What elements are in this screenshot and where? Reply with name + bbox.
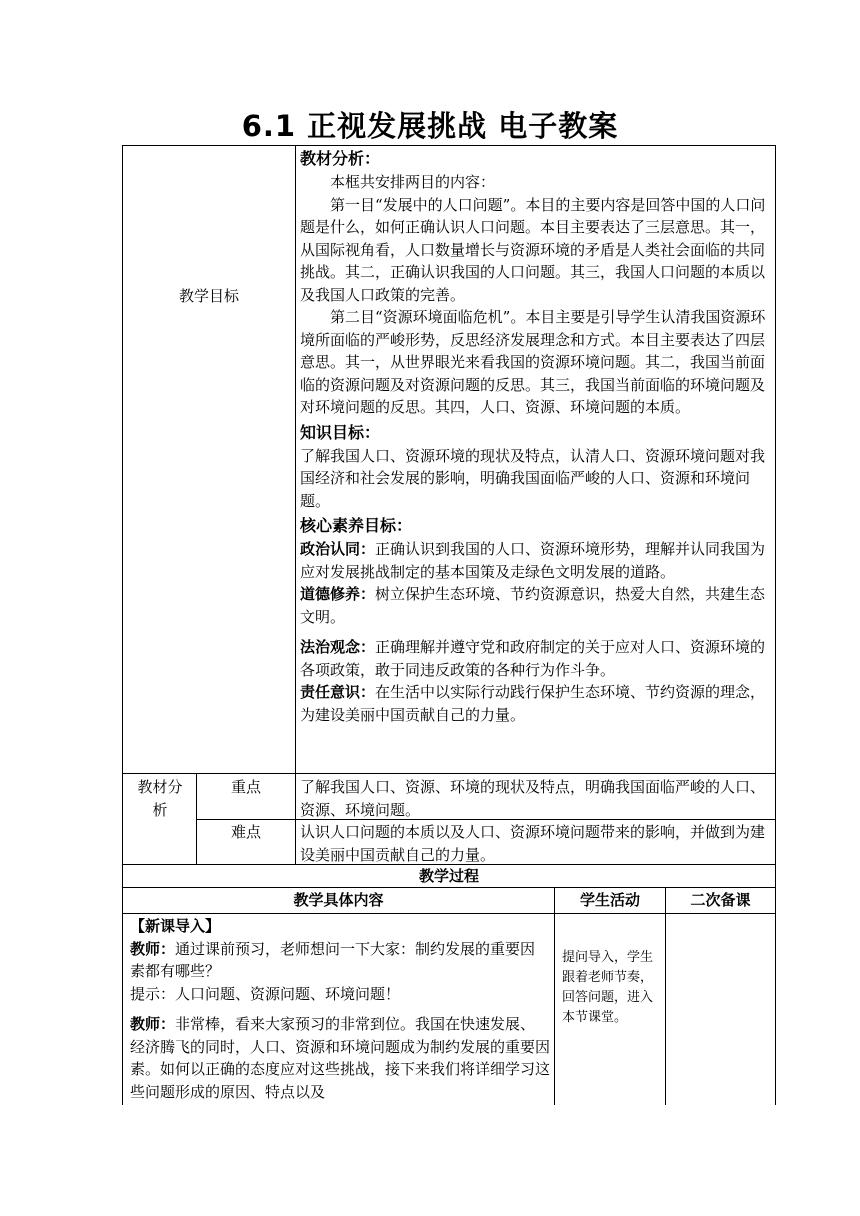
core-item-label: 政治认同： — [300, 540, 376, 558]
teacher-question-text: 通过课前预习，老师想问一下大家：制约发展的重要因素都有哪些？ — [130, 939, 536, 980]
process-heading: 教学过程 — [418, 867, 479, 885]
core-item-text: 正确理解并遵守党和政府制定的关于应对人口、资源环境的各项政策，敢于同违反政策的各种行为作斗争。 — [300, 638, 766, 679]
teacher-question — [130, 938, 550, 983]
core-heading: 核心素养目标： — [300, 516, 413, 535]
objectives-content — [300, 147, 770, 726]
table-rule — [295, 145, 296, 864]
core-item-label: 责任意识： — [300, 683, 376, 701]
teacher-response-text: 非常棒，看来大家预习的非常到位。我国在快速发展、经济腾飞的同时，人口、资源和环境问题成为制约发展的重要因素。如何以正确的态度应对这些挑战，接下来我们将详细学习这些问题形成的原因、特点以及 — [130, 1015, 551, 1101]
teacher-response — [130, 1013, 550, 1103]
table-rule — [554, 887, 555, 1105]
teacher-label: 教师： — [130, 1015, 176, 1033]
col-student-header: 学生活动 — [579, 891, 640, 909]
col-backup-header: 二次备课 — [690, 891, 751, 909]
core-item-text: 正确认识到我国的人口、资源环境形势，理解并认同我国为应对发展挑战制定的基本国策及走绿色文明发展的道路。 — [300, 540, 766, 581]
key-text: 了解我国人口、资源、环境的现状及特点，明确我国面临严峻的人口、资源、环境问题。 — [300, 778, 766, 819]
core-item — [300, 681, 770, 726]
table-rule — [122, 913, 776, 914]
core-item — [300, 538, 770, 583]
key-label: 重点 — [230, 778, 261, 796]
analysis-paragraph: 本框共安排两目的内容： — [330, 173, 496, 191]
table-rule — [665, 887, 666, 1105]
page-title: 6.1 正视发展挑战 电子教案 — [241, 109, 619, 143]
knowledge-heading: 知识目标： — [300, 422, 381, 442]
core-item-text: 在生活中以实际行动践行保护生态环境、节约资源的理念，为建设美丽中国贡献自己的力量。 — [300, 683, 766, 724]
objectives-label: 教学目标 — [178, 287, 239, 305]
teacher-label: 教师： — [130, 939, 176, 958]
core-item — [300, 583, 770, 628]
hint-text: 提示：人口问题、资源问题、环境问题！ — [130, 984, 401, 1003]
student-activity: 提问导入，学生跟着老师节奏，回答问题，进入本节课堂。 — [562, 950, 654, 1025]
col-content-header: 教学具体内容 — [293, 891, 384, 909]
analysis-paragraph: 第一目“发展中的人口问题”。本目的主要内容是回答中国的人口问题是什么，如何正确认识人口问题。本目主要表达了三层意思。其一，从国际视角看，人口数量增长与资源环境的矛盾是人类社会面临的共同挑战。其二，正确认识我国的人口问题。其三，我国人口问题的本质以及我国人口政策的完善。 — [300, 195, 766, 304]
core-item — [300, 636, 770, 681]
knowledge-text: 了解我国人口、资源环境的现状及特点，认清人口、资源环境问题对我国经济和社会发展的影响，明确我国面临严峻的人口、资源和环境问题。 — [300, 446, 766, 510]
table-rule — [122, 773, 776, 774]
core-item-text: 树立保护生态环境、节约资源意识，热爱大自然，共建生态文明。 — [300, 585, 766, 626]
analysis-heading: 教材分析： — [300, 149, 381, 168]
difficult-label: 难点 — [230, 823, 261, 841]
intro-content — [130, 915, 550, 1103]
intro-heading: 【新课导入】 — [130, 917, 221, 935]
core-item-label: 法治观念： — [300, 638, 376, 656]
material-analysis-label: 教材分析 — [137, 778, 183, 819]
core-item-label: 道德修养： — [300, 585, 376, 603]
difficult-text: 认识人口问题的本质以及人口、资源环境问题带来的影响，并做到为建设美丽中国贡献自己的力量。 — [300, 823, 766, 864]
analysis-paragraph: 第二目“资源环境面临危机”。本目主要是引导学生认清我国资源环境所面临的严峻形势，反思经济发展理念和方式。本目主要表达了四层意思。其一，从世界眼光来看我国的资源环境问题。其二，我国当前面临的资源问题及对资源问题的反思。其三，我国当前面临的环境问题及对环境问题的反思。其四，人口、资源、环境问题的本质。 — [300, 308, 766, 416]
